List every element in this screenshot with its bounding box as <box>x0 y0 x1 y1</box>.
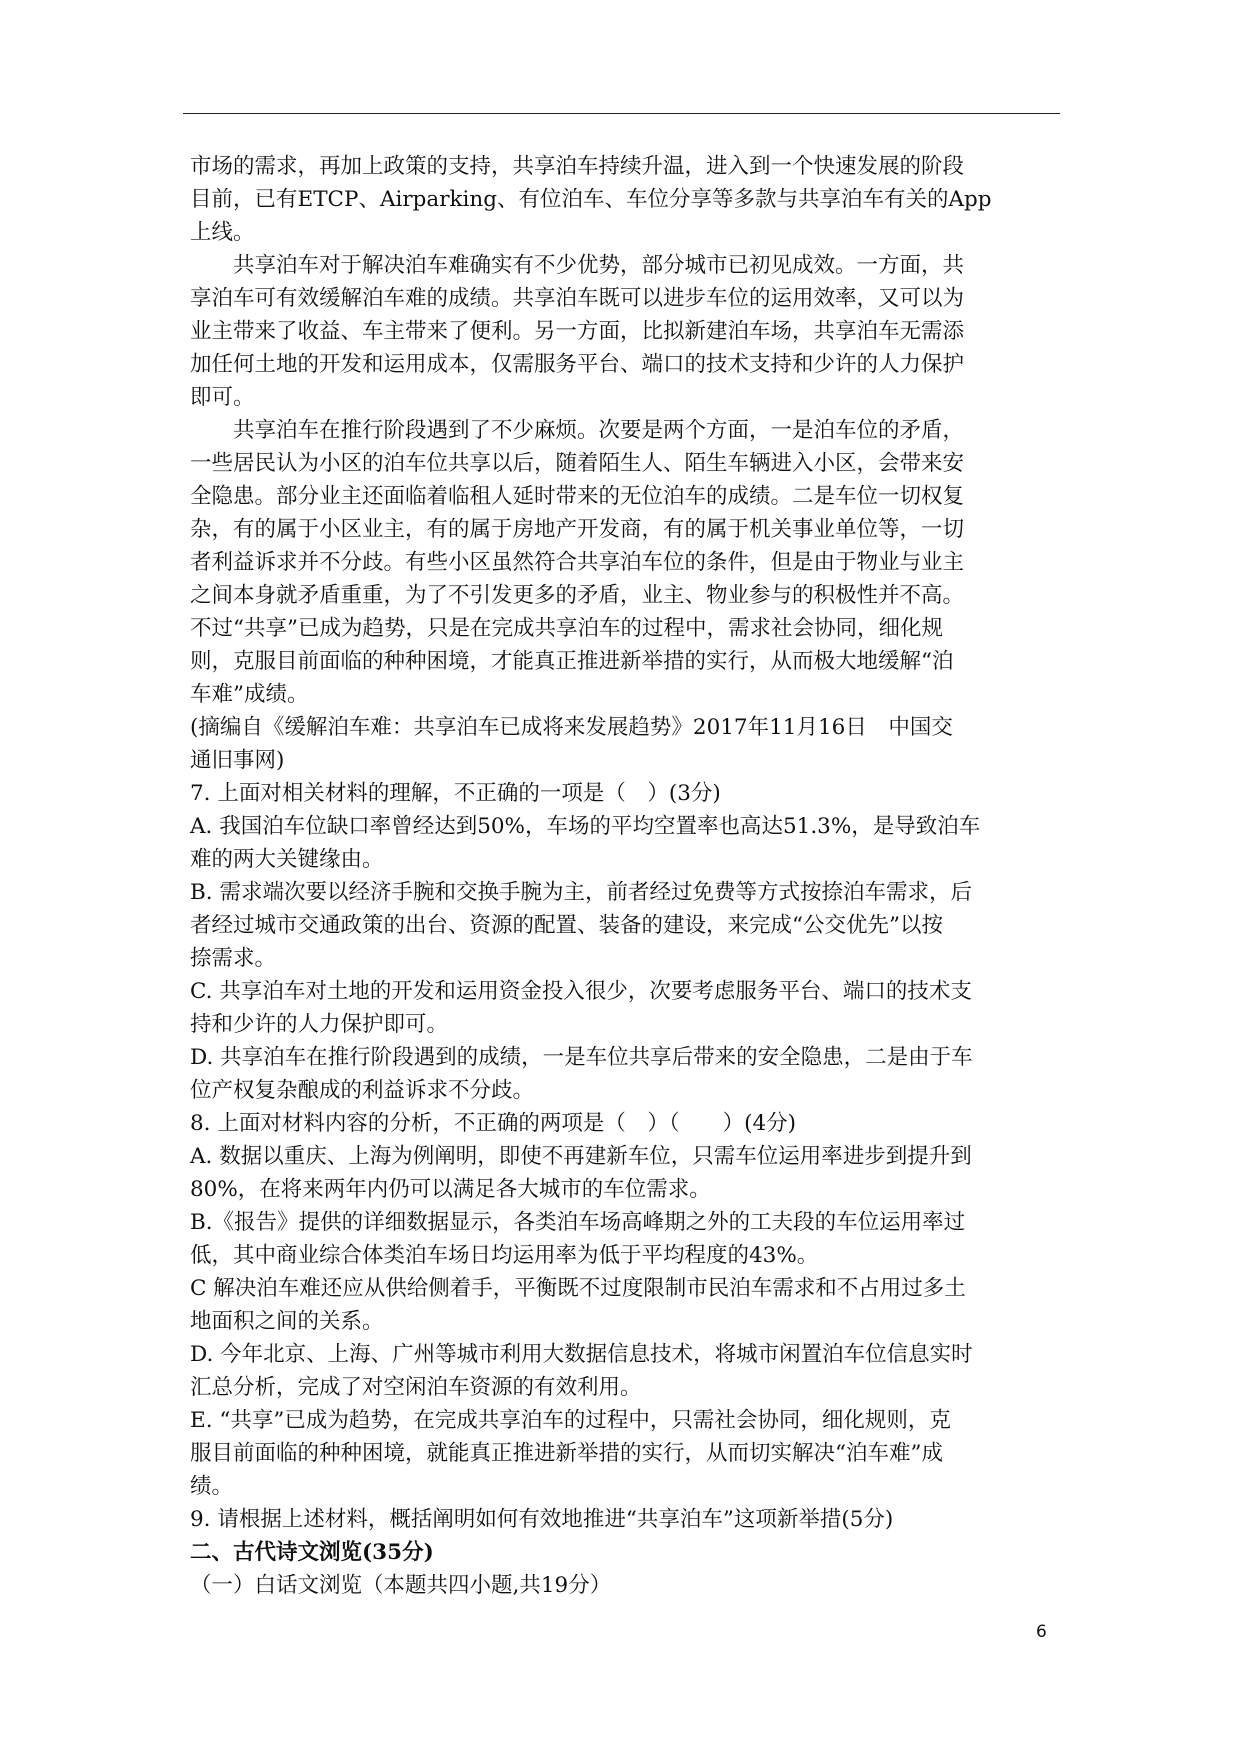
text-line: 上线。 <box>190 220 255 245</box>
option-d: D. 共享泊车在推行阶段遇到的成绩，一是车位共享后带来的安全隐患，二是由于车 <box>190 1045 973 1070</box>
option-e: E. “共享”已成为趋势，在完成共享泊车的过程中，只需社会协同，细化规则，克 <box>190 1408 951 1433</box>
text-line: 捺需求。 <box>190 946 277 971</box>
page-number: 6 <box>1036 1622 1047 1642</box>
text-line: 低，其中商业综合体类泊车场日均运用率为低于平均程度的43%。 <box>190 1243 819 1268</box>
header-rule <box>183 113 1060 114</box>
text-line: 全隐患。部分业主还面临着临租人延时带来的无位泊车的成绩。二是车位一切权复 <box>190 484 965 509</box>
text-line: 者利益诉求并不分歧。有些小区虽然符合共享泊车位的条件，但是由于物业与业主 <box>190 550 965 575</box>
question-7: 7. 上面对相关材料的理解，不正确的一项是（ ）(3分) <box>190 781 721 806</box>
text-line: 不过“共享”已成为趋势，只是在完成共享泊车的过程中，需求社会协同，细化规 <box>190 616 943 641</box>
text-line: 之间本身就矛盾重重，为了不引发更多的矛盾，业主、物业参与的积极性并不高。 <box>190 583 965 608</box>
question-9: 9. 请根据上述材料，概括阐明如何有效地推进“共享泊车”这项新举措(5分) <box>190 1507 894 1532</box>
option-d: D. 今年北京、上海、广州等城市利用大数据信息技术，将城市闲置泊车位信息实时 <box>190 1342 973 1367</box>
text-line: 享泊车可有效缓解泊车难的成绩。共享泊车既可以进步车位的运用效率，又可以为 <box>190 286 965 311</box>
paragraph-start: 共享泊车在推行阶段遇到了不少麻烦。次要是两个方面，一是泊车位的矛盾， <box>233 418 965 443</box>
text-line: 一些居民认为小区的泊车位共享以后，随着陌生人、陌生车辆进入小区，会带来安 <box>190 451 965 476</box>
text-line: 汇总分析，完成了对空闲泊车资源的有效利用。 <box>190 1375 642 1400</box>
text-line: 80%，在将来两年内仍可以满足各大城市的车位需求。 <box>190 1177 711 1202</box>
text-line: 服目前面临的种种困境，就能真正推进新举措的实行，从而切实解决“泊车难”成 <box>190 1441 943 1466</box>
text-line: 难的两大关键缘由。 <box>190 847 384 872</box>
text-line: 则，克服目前面临的种种困境，才能真正推进新举措的实行，从而极大地缓解“泊 <box>190 649 954 674</box>
paragraph-start: 共享泊车对于解决泊车难确实有不少优势，部分城市已初见成效。一方面，共 <box>233 253 965 278</box>
text-line: 业主带来了收益、车主带来了便利。另一方面，比拟新建泊车场，共享泊车无需添 <box>190 319 965 344</box>
option-b: B.《报告》提供的详细数据显示，各类泊车场高峰期之外的工夫段的车位运用率过 <box>190 1210 966 1235</box>
text-line: 市场的需求，再加上政策的支持，共享泊车持续升温，进入到一个快速发展的阶段 <box>190 154 965 179</box>
text-line: 持和少许的人力保护即可。 <box>190 1012 449 1037</box>
option-c: C. 共享泊车对土地的开发和运用资金投入很少，次要考虑服务平台、端口的技术支 <box>190 979 972 1004</box>
text-line: 杂，有的属于小区业主，有的属于房地产开发商，有的属于机关事业单位等，一切 <box>190 517 965 542</box>
subsection-heading: （一）白话文浏览（本题共四小题,共19分） <box>190 1573 612 1598</box>
text-line: 目前，已有ETCP、Airparking、有位泊车、车位分享等多款与共享泊车有关的App <box>190 187 992 212</box>
section-heading: 二、古代诗文浏览(35分) <box>190 1540 434 1565</box>
source-citation: (摘编自《缓解泊车难：共享泊车已成将来发展趋势》2017年11月16日 中国交 <box>190 715 953 740</box>
option-a: A. 数据以重庆、上海为例阐明，即使不再建新车位，只需车位运用率进步到提升到 <box>190 1144 972 1169</box>
option-b: B. 需求端次要以经济手腕和交换手腕为主，前者经过免费等方式按捺泊车需求，后 <box>190 880 972 905</box>
text-line: 地面积之间的关系。 <box>190 1309 384 1334</box>
text-line: 绩。 <box>190 1474 234 1499</box>
question-8: 8. 上面对材料内容的分析，不正确的两项是（ ）（ ）(4分) <box>190 1111 797 1136</box>
document-body <box>190 150 1110 1602</box>
option-a: A. 我国泊车位缺口率曾经达到50%，车场的平均空置率也高达51.3%，是导致泊车 <box>190 814 981 839</box>
text-line: 即可。 <box>190 385 255 410</box>
source-citation: 通旧事网) <box>190 748 285 773</box>
text-line: 位产权复杂酿成的利益诉求不分歧。 <box>190 1078 535 1103</box>
text-line: 加任何土地的开发和运用成本，仅需服务平台、端口的技术支持和少许的人力保护 <box>190 352 965 377</box>
text-line: 车难”成绩。 <box>190 682 309 707</box>
option-c: C 解决泊车难还应从供给侧着手，平衡既不过度限制市民泊车需求和不占用过多土 <box>190 1276 966 1301</box>
text-line: 者经过城市交通政策的出台、资源的配置、装备的建设，来完成“公交优先”以按 <box>190 913 943 938</box>
